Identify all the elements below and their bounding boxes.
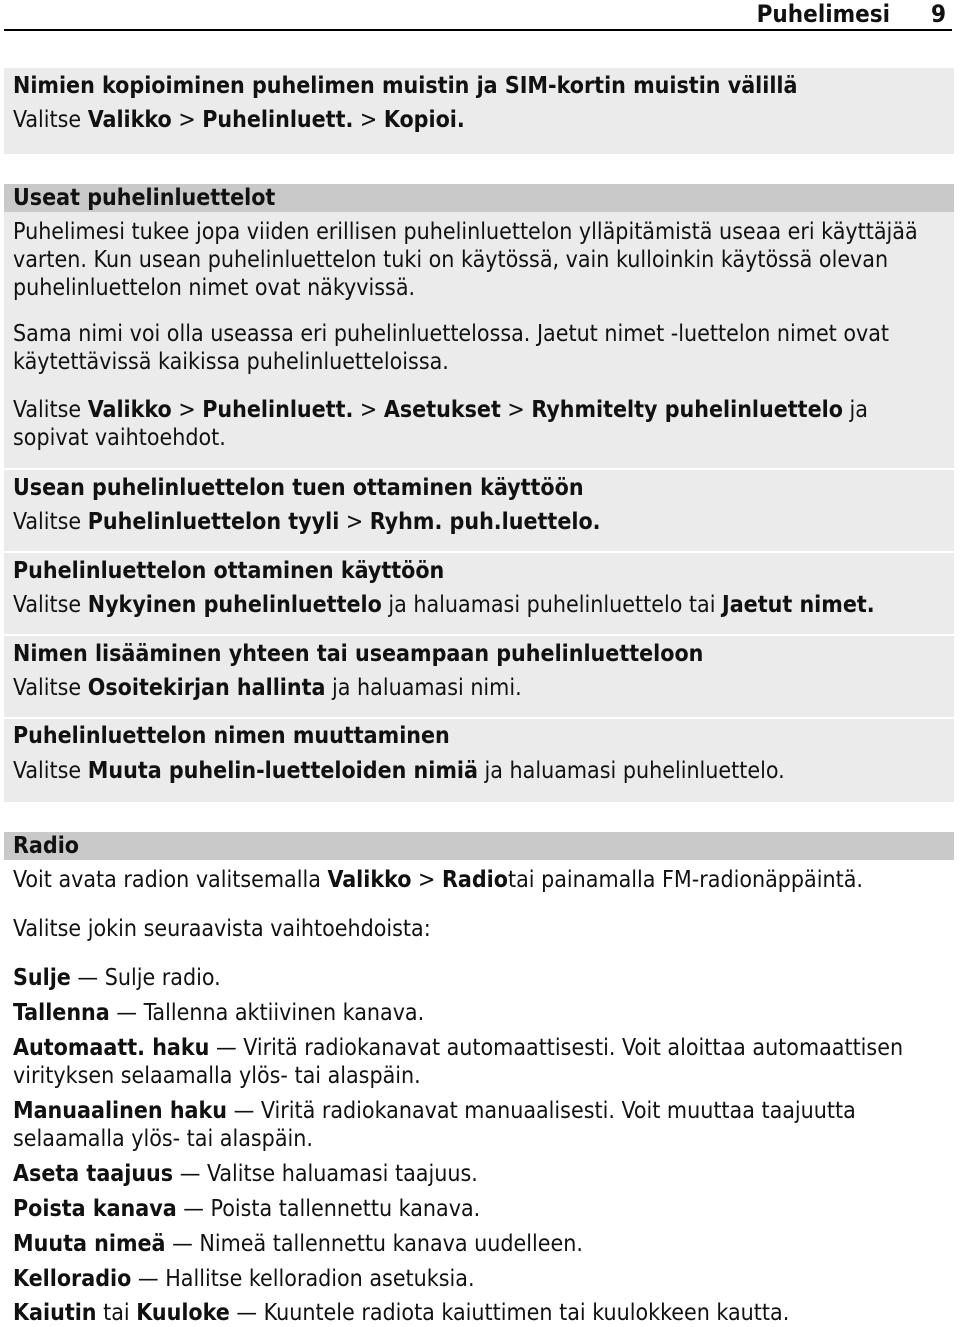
s1-heading: Usean puhelinluettelon tuen ottaminen käyttöön [13, 475, 584, 501]
radio-heading-bar [4, 832, 954, 860]
radio-option-tallenna: Tallenna — Tallenna aktiivinen kanava. [13, 1000, 425, 1026]
divider-1 [4, 468, 954, 470]
s1-instruction: Valitse Puhelinluettelon tyyli > Ryhm. puh.luettelo. [13, 509, 601, 535]
multi-heading: Useat puhelinluettelot [13, 185, 276, 211]
divider-4 [4, 717, 954, 719]
radio-option-manuaalinen-haku: Manuaalinen haku — Viritä radiokanavat manuaalisesti. Voit muuttaa taajuutta selaamalla ylös- tai alaspäin. [13, 1098, 856, 1152]
menu-kopioi: Kopioi. [383, 107, 465, 133]
radio-option-poista-kanava: Poista kanava — Poista tallennettu kanava. [13, 1196, 481, 1222]
radio-option-aseta-taajuus: Aseta taajuus — Valitse haluamasi taajuus. [13, 1161, 478, 1187]
s4-heading: Puhelinluettelon nimen muuttaminen [13, 723, 450, 749]
s2-instruction: Valitse Nykyinen puhelinluettelo ja haluamasi puhelinluettelo tai Jaetut nimet. [13, 592, 875, 618]
multi-paragraph-2: Sama nimi voi olla useassa eri puhelinluettelossa. Jaetut nimet -luettelon nimet ovat käytettävissä kaikissa puhelinluetteloissa. [13, 321, 890, 375]
multi-paragraph-3: Valitse Valikko > Puhelinluett. > Asetukset > Ryhmitelty puhelinluettelo ja sopivat vaihtoehdot. [13, 397, 868, 451]
page-header [0, 0, 960, 30]
copy-heading: Nimien kopioiminen puhelimen muistin ja SIM-kortin muistin välillä [13, 73, 798, 99]
radio-paragraph-1: Voit avata radion valitsemalla Valikko > Radiotai painamalla FM-radionäppäintä. [13, 867, 863, 893]
multi-phonebook-box [4, 184, 954, 802]
s3-instruction: Valitse Osoitekirjan hallinta ja haluamasi nimi. [13, 675, 522, 701]
radio-heading: Radio [13, 833, 80, 859]
radio-paragraph-2: Valitse jokin seuraavista vaihtoehdoista: [13, 916, 431, 942]
divider-2 [4, 551, 954, 553]
menu-puhelinluett: Puhelinluett. [202, 107, 354, 133]
radio-option-sulje: Sulje — Sulje radio. [13, 965, 221, 991]
radio-option-automaatt-haku: Automaatt. haku — Viritä radiokanavat automaattisesti. Voit aloittaa automaattisen virityksen selaamalla ylös- tai alaspäin. [13, 1035, 904, 1089]
radio-option-kelloradio: Kelloradio — Hallitse kelloradion asetuksia. [13, 1266, 475, 1292]
copy-instruction: Valitse Valikko > Puhelinluett. > Kopioi. [13, 107, 465, 133]
radio-option-muuta-nimea: Muuta nimeä — Nimeä tallennettu kanava uudelleen. [13, 1231, 583, 1257]
header-title: Puhelimesi [756, 0, 890, 28]
copy-names-box [4, 68, 954, 154]
s2-heading: Puhelinluettelon ottaminen käyttöön [13, 558, 445, 584]
s4-instruction: Valitse Muuta puhelin-luetteloiden nimiä ja haluamasi puhelinluettelo. [13, 758, 785, 784]
multi-paragraph-1: Puhelimesi tukee jopa viiden erillisen puhelinluettelon ylläpitämistä useaa eri käyttäjää varten. Kun usean puhelinluettelon tuki on käytössä, vain kulloinkin käytössä olevan puhelinluettelon nimet ovat näkyvissä. [13, 219, 918, 301]
page-number: 9 [930, 0, 946, 28]
menu-valikko: Valikko [87, 107, 172, 133]
radio-option-kaiutin-kuuloke: Kaiutin tai Kuuloke — Kuuntele radiota kaiuttimen tai kuulokkeen kautta. [13, 1300, 790, 1326]
multi-heading-bar [4, 184, 954, 212]
header-rule [4, 29, 952, 31]
s3-heading: Nimen lisääminen yhteen tai useampaan puhelinluetteloon [13, 641, 704, 667]
divider-3 [4, 634, 954, 636]
